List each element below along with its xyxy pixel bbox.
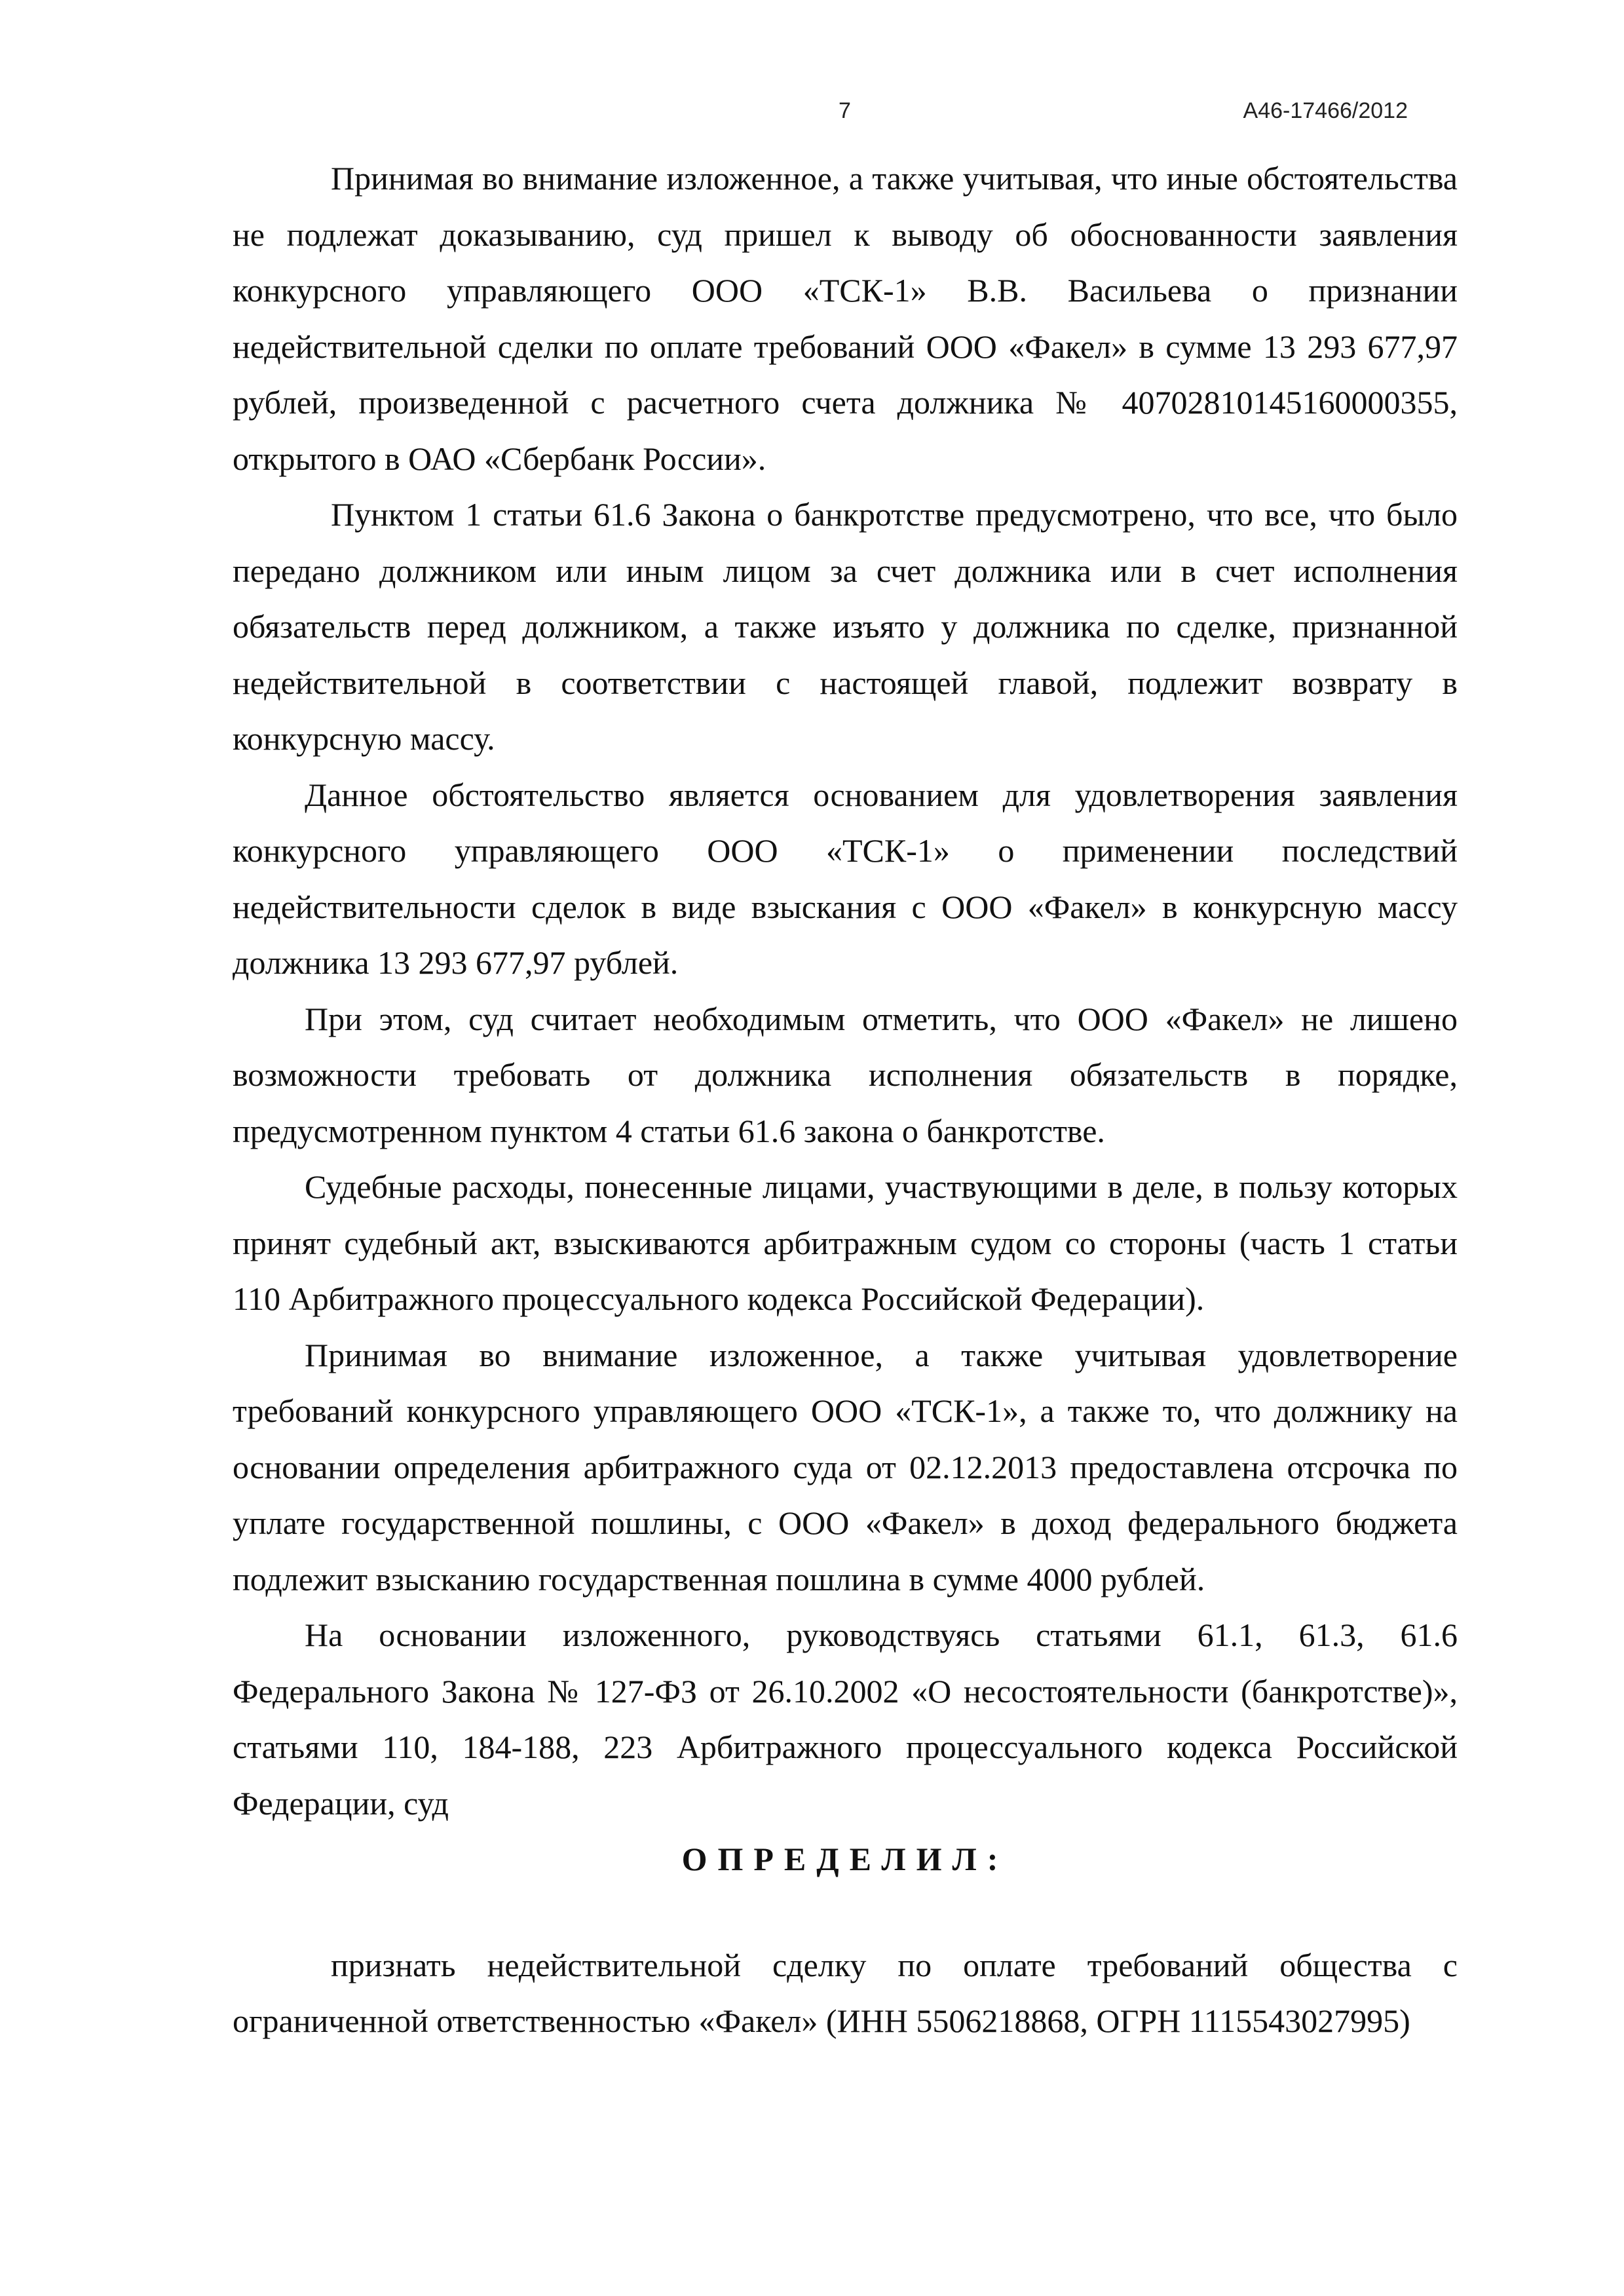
paragraph-2: Пунктом 1 статьи 61.6 Закона о банкротстве предусмотрено, что все, что было передано должником или иным лицом за счет должника или в счет исполнения обязательств перед должником, а также изъято у должника по сделке, признанной недействительной в соответствии с настоящей главой, подлежит возврату в конкурсную массу. xyxy=(233,496,1458,757)
case-number: А46-17466/2012 xyxy=(1243,98,1408,123)
paragraph-1: Принимая во внимание изложенное, а также учитывая, что иные обстоятельства не подлежат доказыванию, суд пришел к выводу об обоснованности заявления конкурсного управляющего ООО «ТСК-1» В.В. Васильева о признании недействительной сделки по оплате требований ООО «Факел» в сумме 13 293 677,97 рублей, произведенной с расчетного счета должника № 40702810145160000355, открытого в ОАО «Сбербанк России». xyxy=(233,160,1458,477)
ruling-heading: ОПРЕДЕЛИЛ: xyxy=(681,1841,1009,1877)
paragraph-4: При этом, суд считает необходимым отметить, что ООО «Факел» не лишено возможности требовать от должника исполнения обязательств в порядке, предусмотренном пунктом 4 статьи 61.6 закона о банкротстве. xyxy=(233,1000,1458,1149)
document-body xyxy=(233,151,1458,2050)
paragraph-3: Данное обстоятельство является основанием для удовлетворения заявления конкурсного управляющего ООО «ТСК-1» о применении последствий недействительности сделок в виде взыскания с ООО «Факел» в конкурсную массу должника 13 293 677,97 рублей. xyxy=(233,776,1458,981)
paragraph-5: Судебные расходы, понесенные лицами, участвующими в деле, в пользу которых принят судебный акт, взыскиваются арбитражным судом со стороны (часть 1 статьи 110 Арбитражного процессуального кодекса Российской Федерации). xyxy=(233,1168,1458,1317)
ruling-paragraph: признать недействительной сделку по оплате требований общества с ограниченной ответственностью «Факел» (ИНН 5506218868, ОГРН 1115543027995) xyxy=(233,1946,1458,2039)
paragraph-6: Принимая во внимание изложенное, а также учитывая удовлетворение требований конкурсного управляющего ООО «ТСК-1», а также то, что должнику на основании определения арбитражного суда от 02.12.2013 предоставлена отсрочка по уплате государственной пошлины, с ООО «Факел» в доход федерального бюджета подлежит взысканию государственная пошлина в сумме 4000 рублей. xyxy=(233,1336,1458,1598)
page-number: 7 xyxy=(839,98,851,123)
paragraph-7: На основании изложенного, руководствуясь статьями 61.1, 61.3, 61.6 Федерального Закона № 127-ФЗ от 26.10.2002 «О несостоятельности (банкротстве)», статьями 110, 184-188, 223 Арбитражного процессуального кодекса Российской Федерации, суд xyxy=(233,1617,1458,1822)
